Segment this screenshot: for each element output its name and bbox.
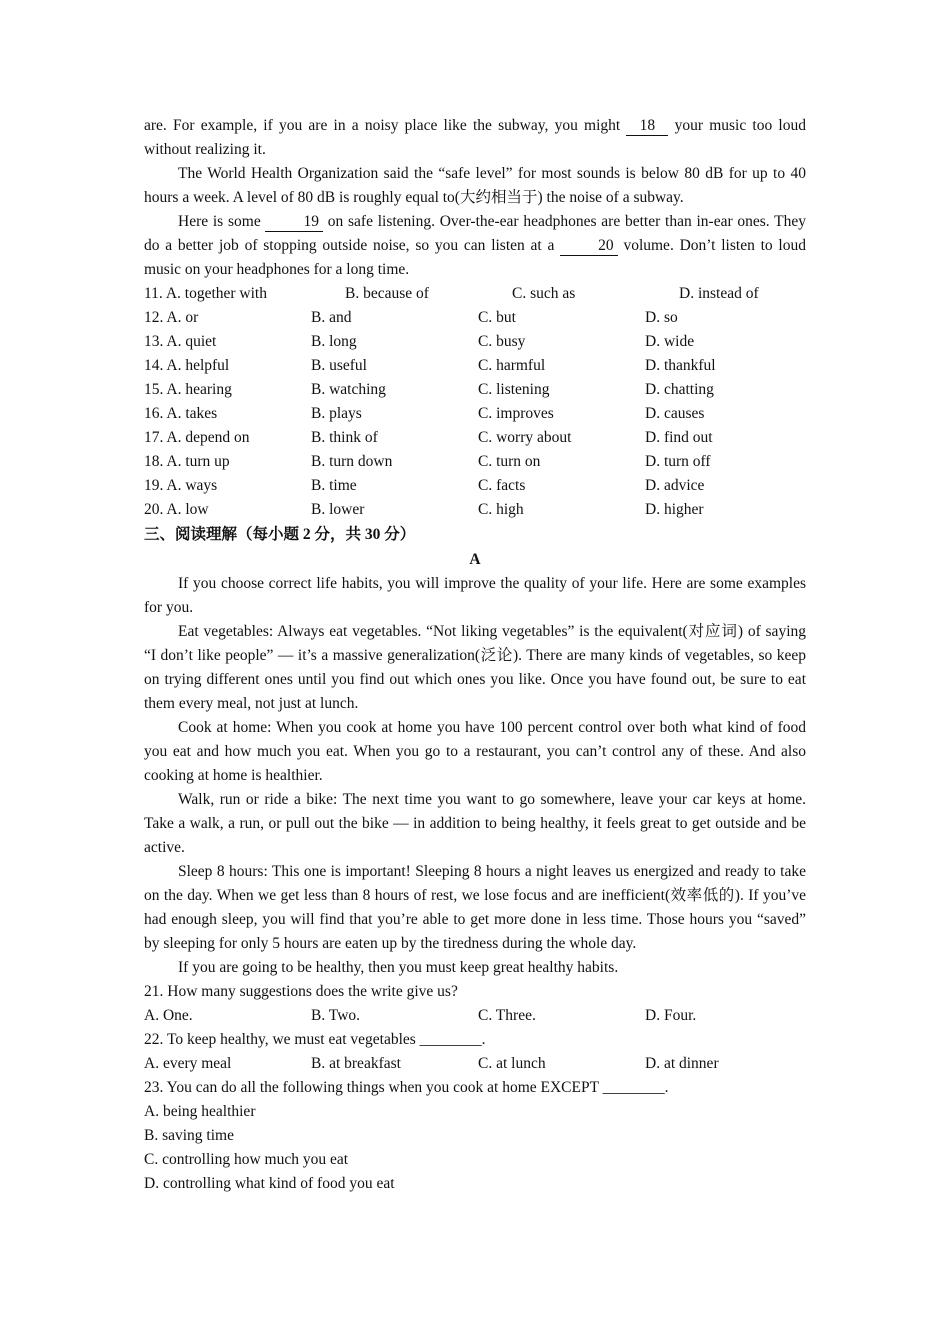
option-a: 18. A. turn up: [144, 453, 230, 470]
option-row: [144, 378, 806, 402]
option-c: C. listening: [478, 381, 550, 398]
reading-paragraph-3: Cook at home: When you cook at home you have 100 percent control over both what kind of food you eat and how much you eat. When you go to a restaurant, you can’t control any of these. And also cooking at home is healthier.: [144, 719, 806, 784]
option-row: [144, 330, 806, 354]
reading-paragraph-1: If you choose correct life habits, you will improve the quality of your life. Here are some examples for you.: [144, 575, 806, 616]
option-row: [144, 402, 806, 426]
option-a: 19. A. ways: [144, 477, 218, 494]
option-row: [144, 426, 806, 450]
option-b: B. watching: [311, 381, 386, 398]
option-a: A. One.: [144, 1007, 193, 1024]
blank-19: 19: [265, 213, 323, 232]
option-b: B. Two.: [311, 1007, 361, 1024]
option-row: [144, 354, 806, 378]
option-b: B. useful: [311, 357, 367, 374]
option-c: C. turn on: [478, 453, 541, 470]
passage-label: A: [469, 551, 481, 568]
question-21-options: [144, 1004, 806, 1028]
option-a: 13. A. quiet: [144, 333, 217, 350]
reading-paragraph-5: Sleep 8 hours: This one is important! Sleeping 8 hours a night leaves us energized and ready to take on the day. When we get less than 8 hours of rest, we lose focus and are inefficient(效率低的). If you’ve had enough sleep, you will find that you’re able to get more done in less time. Those hours you “saved” by sleeping for only 5 hours are eaten up by the tiredness during the whole day.: [144, 863, 806, 952]
blank-20: 20: [560, 237, 618, 256]
option-d: D. turn off: [645, 453, 711, 470]
option-d: D. so: [645, 309, 678, 326]
option-a: A. every meal: [144, 1055, 232, 1072]
option-d: D. higher: [645, 501, 704, 518]
question-23-option-d: D. controlling what kind of food you eat: [144, 1175, 395, 1192]
text-run: are. For example, if you are in a noisy place like the subway, you might: [144, 117, 627, 134]
option-c: C. harmful: [478, 357, 546, 374]
option-b: B. lower: [311, 501, 365, 518]
reading-paragraph-6: If you are going to be healthy, then you must keep great healthy habits.: [178, 959, 619, 976]
question-23-option-b: B. saving time: [144, 1127, 234, 1144]
page-content: [144, 114, 806, 1196]
passage-paragraph-3: [144, 210, 806, 282]
option-a: 15. A. hearing: [144, 381, 232, 398]
option-c: C. high: [478, 501, 524, 518]
option-a: 17. A. depend on: [144, 429, 250, 446]
text-run: volume. Don’t listen to loud music on your headphones for a long time.: [144, 237, 806, 278]
option-d: D. instead of: [679, 285, 759, 302]
text-run: on safe listening. Over-the-ear headphones are better than in-ear ones. They do a better job of stopping outside noise, so you can listen at a: [144, 213, 807, 254]
text-run: your music too loud without realizing it.: [144, 117, 806, 158]
option-b: B. turn down: [311, 453, 393, 470]
option-c: C. improves: [478, 405, 554, 422]
question-23: 23. You can do all the following things when you cook at home EXCEPT ________.: [144, 1079, 669, 1096]
text-run: Here is some: [178, 213, 266, 230]
option-row: [144, 498, 806, 522]
reading-paragraph-2: Eat vegetables: Always eat vegetables. “Not liking vegetables” is the equivalent(对应词) of saying “I don’t like people” — it’s a massive generalization(泛论). There are many kinds of vegetables, so keep on trying different ones until you find out which ones you like. Once you have found out, be sure to eat them every meal, not just at lunch.: [144, 623, 806, 712]
option-c: C. worry about: [478, 429, 572, 446]
passage-paragraph-1: [144, 114, 806, 162]
option-c: C. Three.: [478, 1007, 536, 1024]
question-22: 22. To keep healthy, we must eat vegetables ________.: [144, 1031, 486, 1048]
option-b: B. long: [311, 333, 357, 350]
cloze-options: [144, 282, 806, 522]
option-c: C. at lunch: [478, 1055, 546, 1072]
question-23-option-c: C. controlling how much you eat: [144, 1151, 349, 1168]
option-d: D. Four.: [645, 1007, 697, 1024]
option-a: 20. A. low: [144, 501, 209, 518]
option-b: B. because of: [345, 285, 429, 302]
option-row: [144, 450, 806, 474]
option-c: C. but: [478, 309, 516, 326]
question-22-options: [144, 1052, 806, 1076]
question-21: 21. How many suggestions does the write give us?: [144, 983, 458, 1000]
option-row: [144, 282, 806, 306]
option-d: D. wide: [645, 333, 695, 350]
option-a: 12. A. or: [144, 309, 199, 326]
option-d: D. advice: [645, 477, 705, 494]
option-row: [144, 306, 806, 330]
option-b: B. plays: [311, 405, 362, 422]
blank-18: 18: [626, 117, 668, 136]
option-d: D. thankful: [645, 357, 716, 374]
option-a: 16. A. takes: [144, 405, 218, 422]
question-23-option-a: A. being healthier: [144, 1103, 256, 1120]
section-heading: 三、阅读理解（每小题 2 分，共 30 分）: [144, 526, 416, 543]
option-b: B. time: [311, 477, 357, 494]
passage-paragraph-2: The World Health Organization said the “safe level” for most sounds is below 80 dB for up to 40 hours a week. A level of 80 dB is roughly equal to(大约相当于) the noise of a subway.: [144, 165, 806, 206]
option-d: D. causes: [645, 405, 705, 422]
option-d: D. at dinner: [645, 1055, 719, 1072]
option-d: D. find out: [645, 429, 713, 446]
option-row: [144, 474, 806, 498]
option-c: C. busy: [478, 333, 526, 350]
option-b: B. think of: [311, 429, 378, 446]
option-b: B. at breakfast: [311, 1055, 401, 1072]
option-c: C. facts: [478, 477, 526, 494]
reading-paragraph-4: Walk, run or ride a bike: The next time you want to go somewhere, leave your car keys at home. Take a walk, a run, or pull out the bike — in addition to being healthy, it feels great to get outside and be active.: [144, 791, 806, 856]
option-b: B. and: [311, 309, 352, 326]
option-c: C. such as: [512, 285, 576, 302]
option-d: D. chatting: [645, 381, 714, 398]
option-a: 14. A. helpful: [144, 357, 230, 374]
option-a: 11. A. together with: [144, 285, 267, 302]
